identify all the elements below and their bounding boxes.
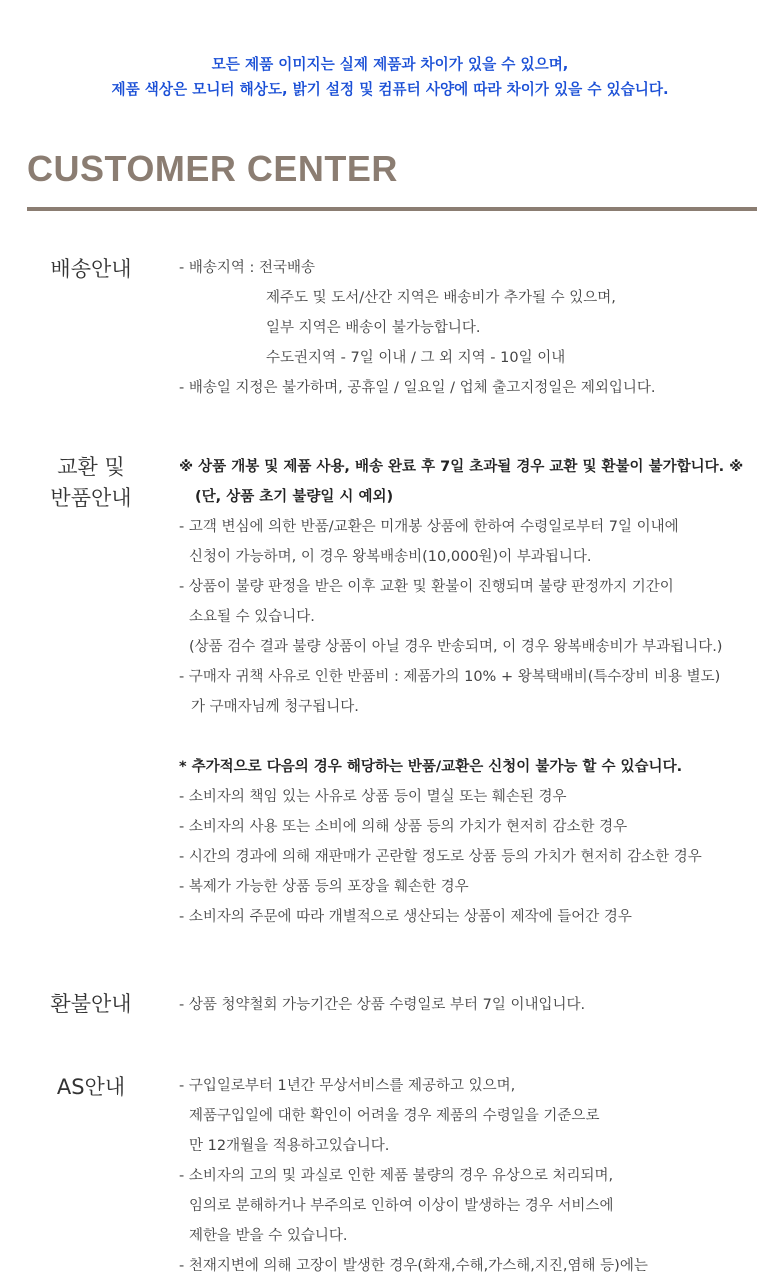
as-line: 만 12개월을 적용하고있습니다.: [189, 1138, 390, 1154]
exchange-line: - 소비자의 주문에 따라 개별적으로 생산되는 상품이 제작에 들어간 경우: [179, 909, 632, 925]
refund-section-body: [179, 990, 585, 1020]
as-section-body: [179, 1071, 648, 1281]
exchange-section-body: [179, 452, 743, 932]
exchange-line: - 구매자 귀책 사유로 인한 반품비 : 제품가의 10% + 왕복택배비(특수장비 비용 별도): [179, 669, 721, 685]
exchange-title-line-1: 교환 및: [57, 455, 125, 479]
exchange-line: - 고객 변심에 의한 반품/교환은 미개봉 상품에 한하여 수령일로부터 7일 이내에: [179, 519, 679, 535]
exchange-restriction-heading: * 추가적으로 다음의 경우 해당하는 반품/교환은 신청이 불가능 할 수 있습니다.: [179, 759, 683, 775]
product-image-notice: [0, 52, 780, 102]
notice-line-1: 모든 제품 이미지는 실제 제품과 차이가 있을 수 있으며,: [211, 56, 569, 73]
exchange-warning-line: ※ 상품 개봉 및 제품 사용, 배송 완료 후 7일 초과될 경우 교환 및 환불이 불가합니다. ※: [179, 459, 744, 475]
delivery-section-title: 배송안내: [50, 257, 132, 281]
header-divider: [27, 207, 757, 211]
exchange-line: - 소비자의 사용 또는 소비에 의해 상품 등의 가치가 현저히 감소한 경우: [179, 819, 628, 835]
delivery-line: - 배송지역 : 전국배송: [179, 260, 316, 276]
notice-line-2: 제품 색상은 모니터 해상도, 밝기 설정 및 컴퓨터 사양에 따라 차이가 있을 수 있습니다.: [111, 81, 669, 98]
customer-center-title: CUSTOMER CENTER: [27, 148, 398, 189]
as-section-title: AS안내: [56, 1075, 126, 1099]
as-line: 제품구입일에 대한 확인이 어려울 경우 제품의 수령일을 기준으로: [189, 1108, 600, 1124]
exchange-line: 가 구매자님께 청구됩니다.: [191, 699, 359, 715]
as-line: - 천재지변에 의해 고장이 발생한 경우(화재,수해,가스해,지진,염해 등)에는: [179, 1258, 648, 1274]
exchange-line: - 시간의 경과에 의해 재판매가 곤란할 정도로 상품 등의 가치가 현저히 감소한 경우: [179, 849, 702, 865]
exchange-line: 신청이 가능하며, 이 경우 왕복배송비(10,000원)이 부과됩니다.: [189, 549, 592, 565]
refund-line: - 상품 청약철회 가능기간은 상품 수령일로 부터 7일 이내입니다.: [179, 997, 586, 1013]
delivery-line: 수도권지역 - 7일 이내 / 그 외 지역 - 10일 이내: [266, 350, 566, 366]
as-line: - 구입일로부터 1년간 무상서비스를 제공하고 있으며,: [179, 1078, 516, 1094]
delivery-line: 제주도 및 도서/산간 지역은 배송비가 추가될 수 있으며,: [266, 290, 616, 306]
exchange-section-title: [26, 452, 156, 514]
delivery-line: - 배송일 지정은 불가하며, 공휴일 / 일요일 / 업체 출고지정일은 제외입니다.: [179, 380, 656, 396]
exchange-line: - 소비자의 책임 있는 사유로 상품 등이 멸실 또는 훼손된 경우: [179, 789, 567, 805]
delivery-section-body: [179, 253, 656, 403]
exchange-spacer: [179, 722, 743, 752]
as-line: 임의로 분해하거나 부주의로 인하여 이상이 발생하는 경우 서비스에: [189, 1198, 614, 1214]
refund-section-title: 환불안내: [50, 992, 132, 1016]
exchange-line: - 상품이 불량 판정을 받은 이후 교환 및 환불이 진행되며 불량 판정까지 기간이: [179, 579, 674, 595]
exchange-line: (상품 검수 결과 불량 상품이 아닐 경우 반송되며, 이 경우 왕복배송비가 부과됩니다.): [189, 639, 723, 655]
delivery-line: 일부 지역은 배송이 불가능합니다.: [266, 320, 481, 336]
as-line: - 소비자의 고의 및 과실로 인한 제품 불량의 경우 유상으로 처리되며,: [179, 1168, 614, 1184]
exchange-line: - 복제가 가능한 상품 등의 포장을 훼손한 경우: [179, 879, 469, 895]
exchange-line: 소요될 수 있습니다.: [189, 609, 315, 625]
exchange-title-line-2: 반품안내: [50, 486, 132, 510]
exchange-warning-line: (단, 상품 초기 불량일 시 예외): [195, 489, 394, 505]
as-line: 제한을 받을 수 있습니다.: [189, 1228, 348, 1244]
